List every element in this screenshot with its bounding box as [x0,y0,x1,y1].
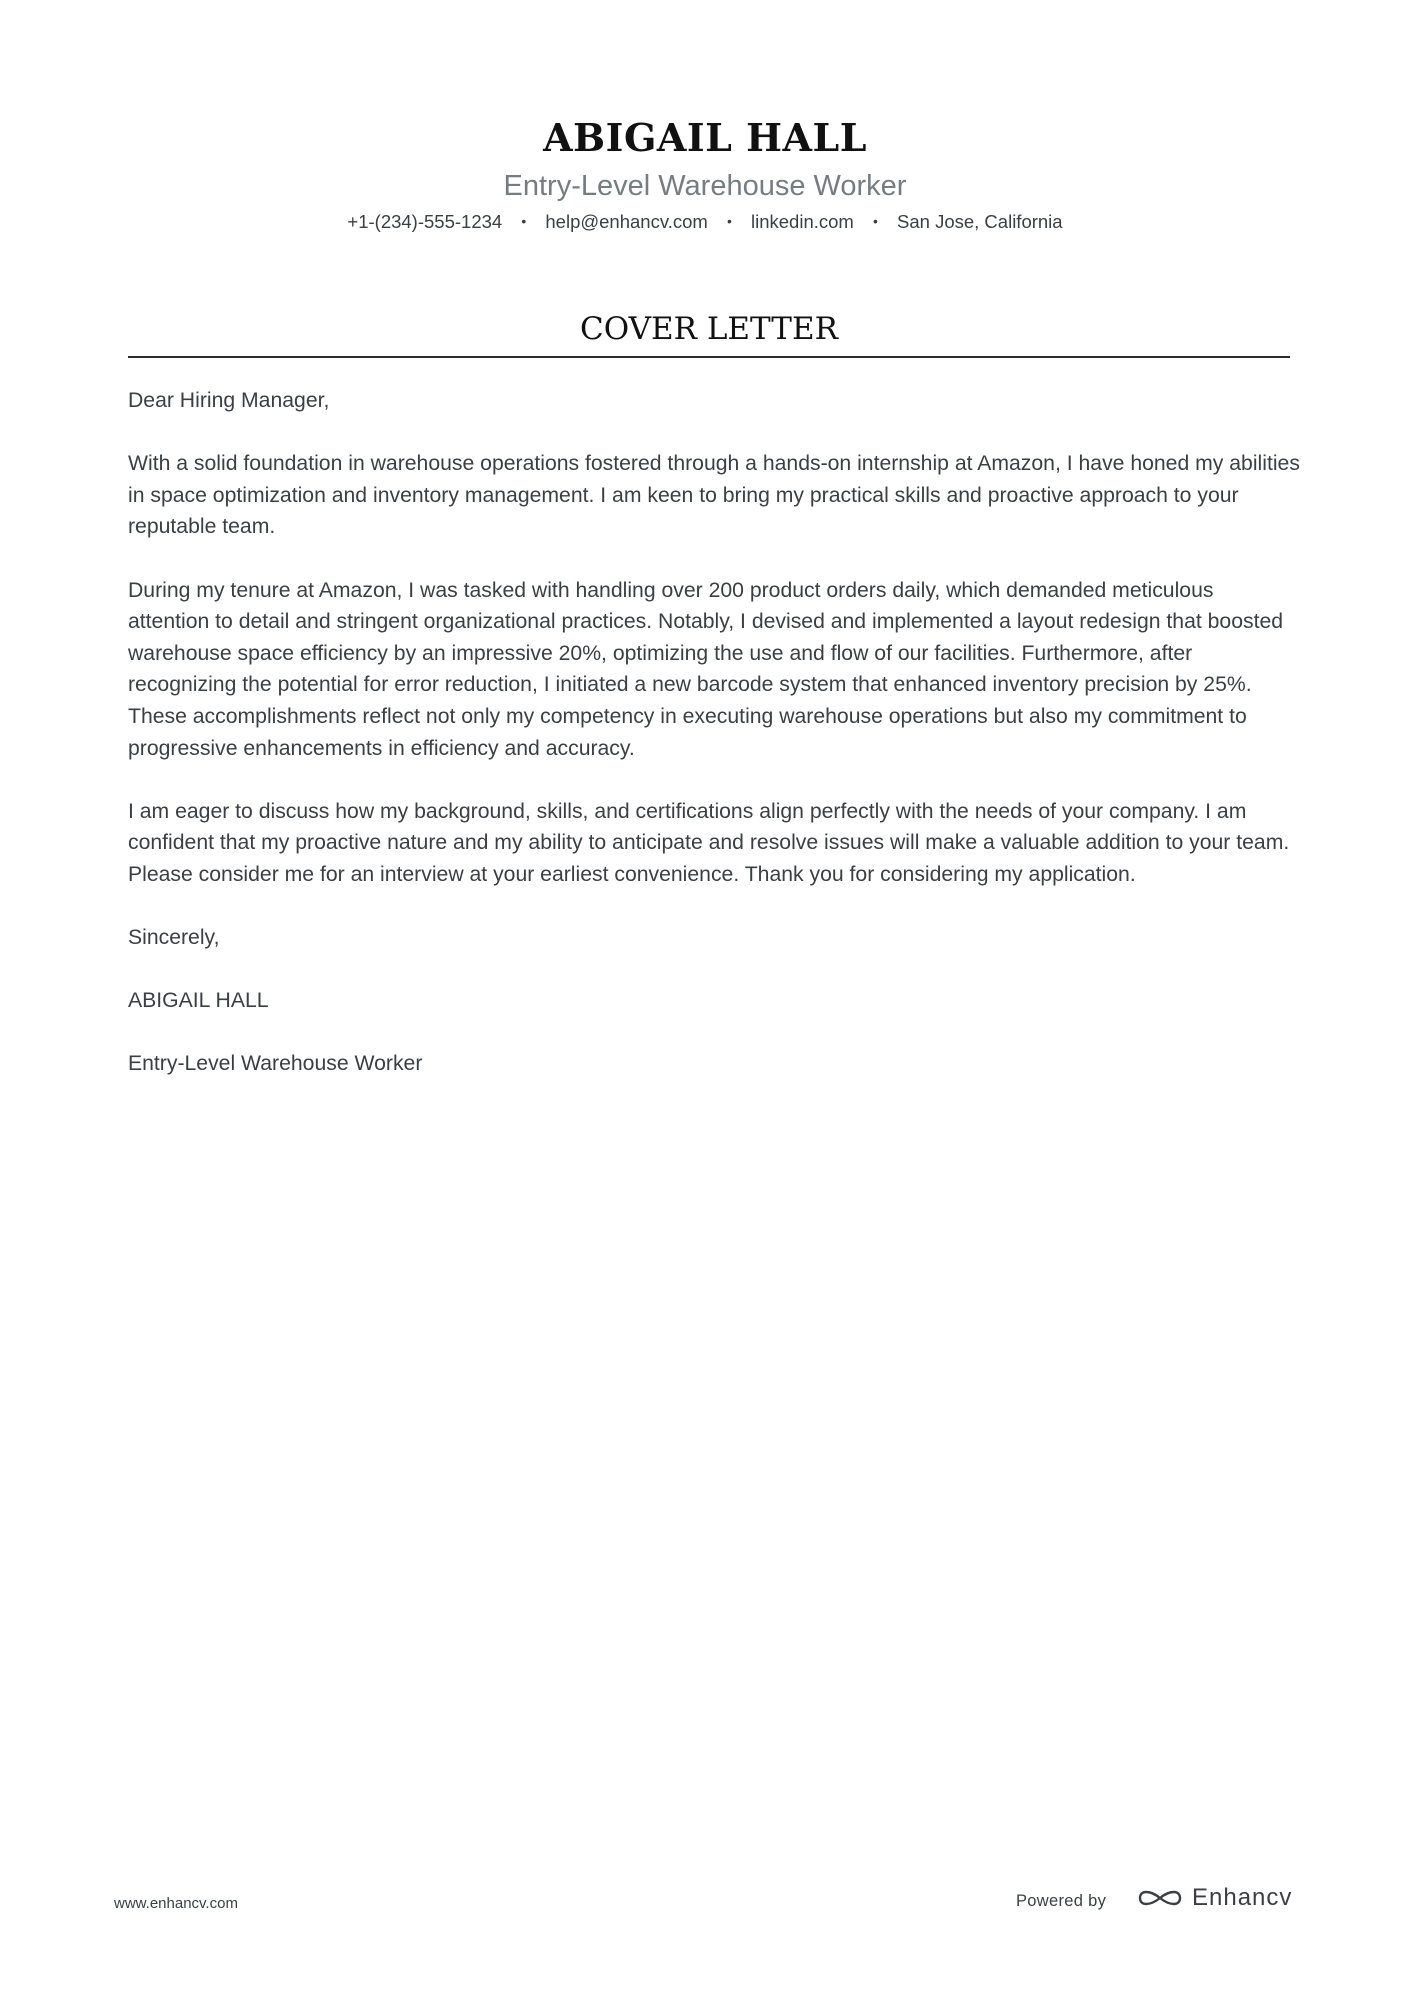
letter-paragraph: I am eager to discuss how my background, skills, and certifications align perfectly with the needs of your company. I am confident that my proactive nature and my ability to anticipate and resolve issues will make a valuable addition to your team. Please consider me for an interview at your earliest convenience. Thank you for considering my application. [128,799,1290,886]
applicant-name: ABIGAIL HALL [543,115,867,160]
letter-greeting: Dear Hiring Manager, [128,389,330,412]
footer-url[interactable]: www.enhancv.com [114,1895,238,1912]
bullet-separator: • [521,213,527,229]
section-divider [128,356,1290,358]
bullet-separator: • [872,213,878,229]
signature-name: ABIGAIL HALL [128,989,269,1013]
bullet-separator: • [726,213,732,229]
letter-paragraph: During my tenure at Amazon, I was tasked with handling over 200 product orders daily, which demanded meticulous attention to detail and stringent organizational practices. Notably, I devised and implemented a layout redesign that boosted warehouse space efficiency by an impressive 20%, optimizing the use and flow of our facilities. Furthermore, after recognizing the potential for error reduction, I initiated a new barcode system that enhanced inventory precision by 25%. These accomplishments reflect not only my competency in executing warehouse operations but also my commitment to progressive enhancements in efficiency and accuracy. [128,578,1284,760]
resume-header [0,112,1410,235]
applicant-role: Entry-Level Warehouse Worker [503,170,907,202]
contact-line [0,208,1410,235]
brand-logo[interactable] [1136,1884,1292,1912]
signature-title: Entry-Level Warehouse Worker [128,1052,423,1076]
enhancv-logo-icon [1136,1885,1184,1911]
section-title: COVER LETTER [580,311,838,347]
letter-closing: Sincerely, [128,926,220,950]
contact-location: San Jose, California [897,211,1063,232]
contact-phone: +1-(234)-555-1234 [347,211,503,232]
contact-linkedin[interactable]: linkedin.com [751,211,854,232]
letter-paragraph: With a solid foundation in warehouse operations fostered through a hands-on internship at Amazon, I have honed my abilities in space optimization and inventory management. I am keen to bring my practical skills and proactive approach to your reputable team. [128,452,1300,539]
contact-email[interactable]: help@enhancv.com [545,211,708,232]
letter-body [128,385,1300,1112]
brand-name: Enhancv [1192,1884,1293,1911]
powered-by-label: Powered by [1016,1892,1107,1910]
